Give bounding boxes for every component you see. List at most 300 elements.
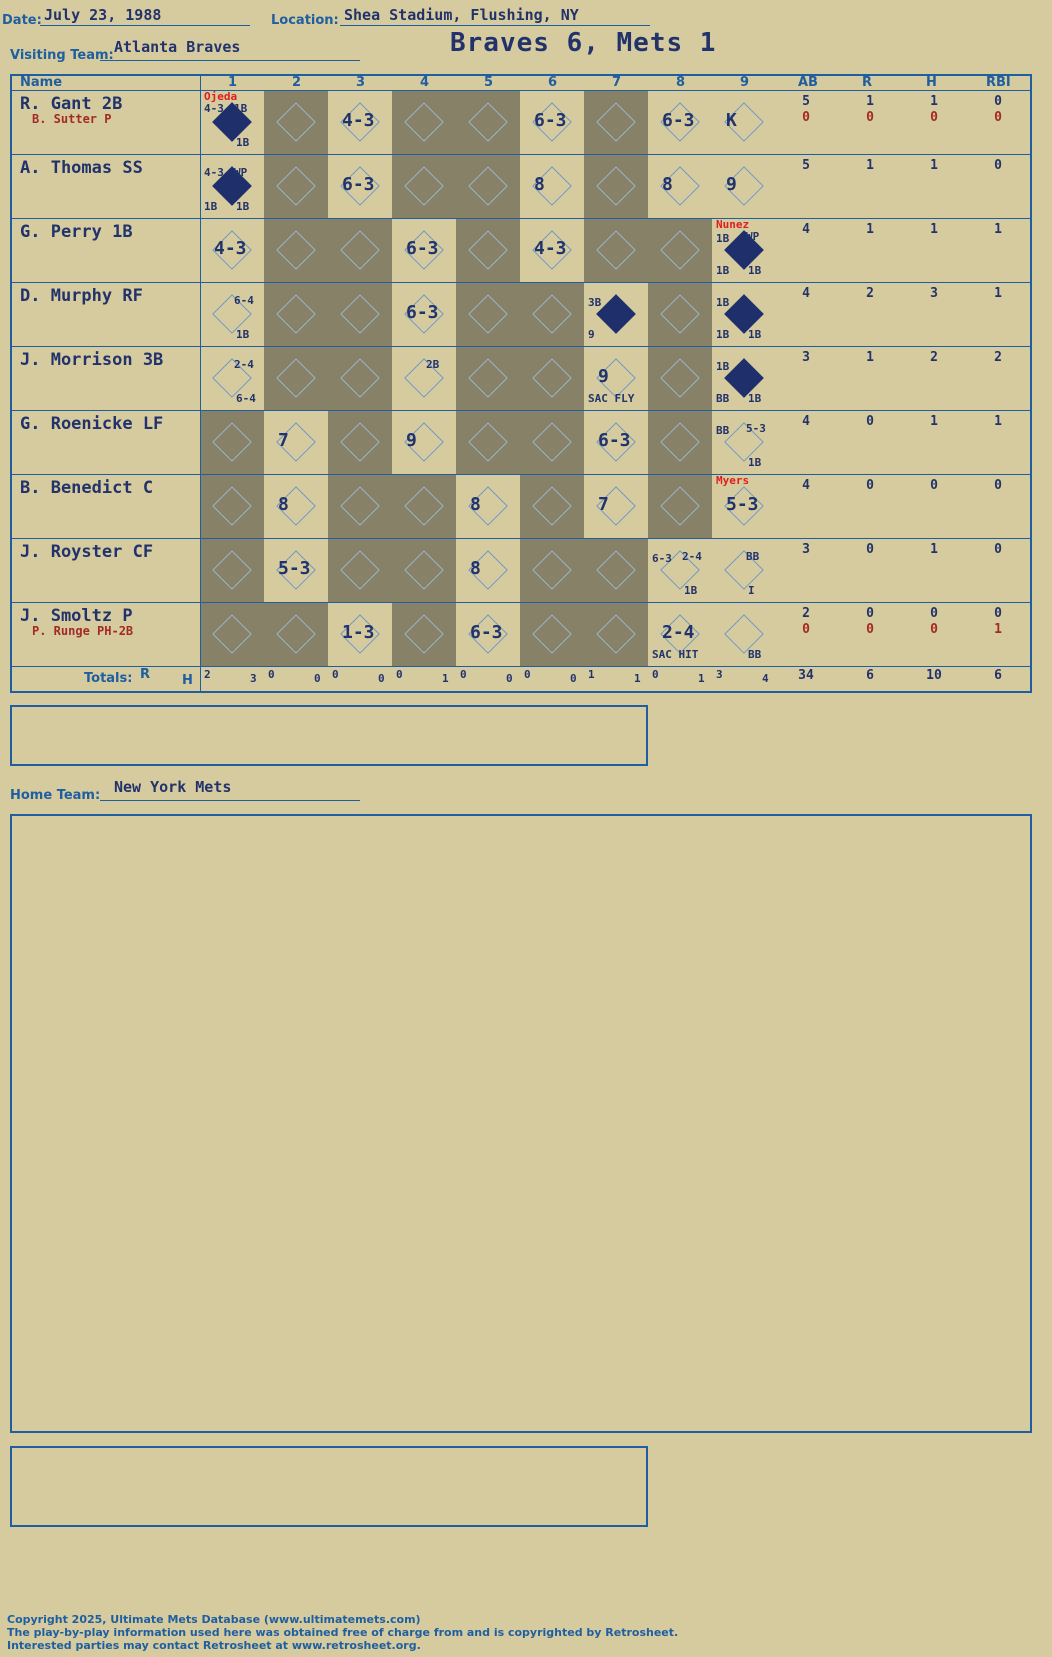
visitors-sub-stat-rbi: 0 bbox=[994, 110, 1002, 125]
visitors-play-cell bbox=[200, 218, 264, 282]
visitors-inning-runs: 0 bbox=[332, 668, 339, 681]
visitors-play-note: 6-4 bbox=[236, 392, 256, 405]
visitors-stat-rbi: 0 bbox=[994, 606, 1002, 621]
inning-header-9: 9 bbox=[740, 75, 750, 90]
visitors-play-cell bbox=[520, 90, 584, 154]
empty-diamond bbox=[660, 422, 700, 462]
visitors-stat-ab: 4 bbox=[802, 286, 810, 301]
empty-diamond bbox=[276, 102, 316, 142]
visitors-play-note: 4-3 bbox=[204, 102, 224, 115]
visitors-play-cell bbox=[648, 282, 712, 346]
visitors-stat-ab: 3 bbox=[802, 350, 810, 365]
visitors-play-cell bbox=[392, 538, 456, 602]
visitors-stat-h: 1 bbox=[930, 94, 938, 109]
visitors-stat-r: 1 bbox=[866, 350, 874, 365]
visitors-play-result: 9 bbox=[726, 174, 737, 195]
visitors-play-note: I bbox=[748, 584, 755, 597]
empty-diamond bbox=[596, 614, 636, 654]
visitors-inning-hits: 4 bbox=[762, 672, 769, 685]
visitors-stat-r: 0 bbox=[866, 542, 874, 557]
visitors-play-result: 8 bbox=[470, 558, 481, 579]
visitors-play-cell bbox=[648, 218, 712, 282]
visitors-stat-h: 1 bbox=[930, 222, 938, 237]
visitors-batter-name: B. Benedict C bbox=[20, 478, 154, 498]
retrosheet-notice: The play-by-play information used here was obtained free of charge from and is copyrighted by Retrosheet. bbox=[7, 1626, 679, 1639]
visitors-play-result: 5-3 bbox=[278, 558, 311, 579]
game-date: July 23, 1988 bbox=[44, 6, 162, 24]
visitors-stat-rbi: 2 bbox=[994, 350, 1002, 365]
visitors-play-note: SAC FLY bbox=[588, 392, 635, 405]
visitors-play-cell bbox=[520, 154, 584, 218]
visitors-play-cell bbox=[328, 90, 392, 154]
visitors-stat-r: 1 bbox=[866, 158, 874, 173]
visitors-play-cell bbox=[712, 282, 776, 346]
visitors-inning-runs: 0 bbox=[396, 668, 403, 681]
visitors-row-divider bbox=[12, 346, 1030, 347]
empty-diamond bbox=[404, 166, 444, 206]
visitors-stat-h: 0 bbox=[930, 478, 938, 493]
empty-diamond bbox=[660, 358, 700, 398]
inning-header-1: 1 bbox=[228, 75, 238, 90]
home-team-label: Home Team: bbox=[10, 788, 101, 803]
visitors-play-result: 2-4 bbox=[662, 622, 695, 643]
empty-diamond bbox=[532, 294, 572, 334]
visitors-inning-hits: 1 bbox=[634, 672, 641, 685]
empty-diamond bbox=[660, 294, 700, 334]
visitors-substitute-name: B. Sutter P bbox=[32, 112, 112, 126]
visitors-play-note: SAC HIT bbox=[652, 648, 699, 661]
visitors-play-note: 1B bbox=[236, 328, 250, 341]
empty-diamond bbox=[340, 486, 380, 526]
base-diamond bbox=[596, 294, 636, 334]
visitors-batter-name: G. Roenicke LF bbox=[20, 414, 164, 434]
hits-label: H bbox=[182, 673, 193, 688]
visitors-stat-rbi: 1 bbox=[994, 286, 1002, 301]
visitors-play-cell bbox=[392, 282, 456, 346]
visitors-play-cell bbox=[392, 410, 456, 474]
empty-diamond bbox=[212, 486, 252, 526]
visitors-batter-name: D. Murphy RF bbox=[20, 286, 143, 306]
visitors-play-cell bbox=[456, 282, 520, 346]
visitors-play-cell bbox=[392, 90, 456, 154]
location-label: Location: bbox=[271, 13, 339, 28]
visitors-play-result: 6-3 bbox=[598, 430, 631, 451]
visitors-play-cell bbox=[200, 474, 264, 538]
visitors-pitching-change: Nunez bbox=[716, 218, 750, 231]
visitors-play-cell bbox=[712, 90, 776, 154]
home-team-name: New York Mets bbox=[114, 778, 232, 796]
visitors-play-result: 9 bbox=[406, 430, 417, 451]
visitors-play-cell bbox=[392, 602, 456, 666]
visitors-play-cell bbox=[520, 602, 584, 666]
visitors-inning-runs: 3 bbox=[716, 668, 723, 681]
visitors-play-cell bbox=[584, 410, 648, 474]
visitors-inning-hits: 0 bbox=[570, 672, 577, 685]
visitors-play-cell bbox=[392, 218, 456, 282]
visitors-play-cell bbox=[584, 218, 648, 282]
empty-diamond bbox=[596, 230, 636, 270]
inning-header-3: 3 bbox=[356, 75, 366, 90]
visitors-pitching-change: Myers bbox=[716, 474, 750, 487]
visitors-play-result: 9 bbox=[598, 366, 609, 387]
empty-diamond bbox=[468, 422, 508, 462]
visitors-pitching-table bbox=[10, 705, 648, 766]
visitors-row-divider bbox=[12, 474, 1030, 475]
empty-diamond bbox=[468, 358, 508, 398]
visitors-play-cell bbox=[712, 218, 776, 282]
inning-header-2: 2 bbox=[292, 75, 302, 90]
visitors-total-ab: 34 bbox=[798, 668, 814, 683]
visitors-play-note: 2B bbox=[426, 358, 440, 371]
visitors-play-cell bbox=[648, 538, 712, 602]
visitors-stat-r: 2 bbox=[866, 286, 874, 301]
visitors-play-cell bbox=[648, 346, 712, 410]
empty-diamond bbox=[532, 358, 572, 398]
visitors-play-cell bbox=[264, 474, 328, 538]
empty-diamond bbox=[276, 166, 316, 206]
visitors-play-note: 1B bbox=[748, 456, 762, 469]
empty-diamond bbox=[468, 166, 508, 206]
visitors-play-cell bbox=[200, 90, 264, 154]
visitors-play-cell bbox=[200, 282, 264, 346]
visitors-play-note: 1B bbox=[716, 328, 730, 341]
empty-diamond bbox=[340, 294, 380, 334]
visitors-play-note: 1B bbox=[716, 264, 730, 277]
visitors-inning-runs: 2 bbox=[204, 668, 211, 681]
visitors-header-divider bbox=[12, 90, 1030, 91]
visitors-play-cell bbox=[584, 474, 648, 538]
visitors-play-result: 4-3 bbox=[214, 238, 247, 259]
visitors-batter-name: R. Gant 2B bbox=[20, 94, 123, 114]
empty-diamond bbox=[276, 230, 316, 270]
visitors-play-note: 6-3 bbox=[652, 552, 672, 565]
empty-diamond bbox=[660, 230, 700, 270]
empty-diamond bbox=[276, 358, 316, 398]
visitors-play-cell bbox=[648, 602, 712, 666]
visitors-play-cell bbox=[328, 538, 392, 602]
visitors-play-cell bbox=[648, 410, 712, 474]
visitors-play-cell bbox=[264, 90, 328, 154]
visitors-stat-rbi: 0 bbox=[994, 94, 1002, 109]
visitors-play-note: WP bbox=[234, 166, 248, 179]
visitors-play-note: 1B bbox=[236, 200, 250, 213]
visitors-inning-runs: 0 bbox=[268, 668, 275, 681]
visitors-sub-stat-ab: 0 bbox=[802, 110, 810, 125]
visitors-play-note: 1B bbox=[204, 200, 218, 213]
visitors-total-h: 10 bbox=[926, 668, 942, 683]
visitors-stat-h: 1 bbox=[930, 414, 938, 429]
visitors-inning-hits: 3 bbox=[250, 672, 257, 685]
empty-diamond bbox=[468, 102, 508, 142]
visitors-row-divider bbox=[12, 538, 1030, 539]
visitors-play-cell bbox=[200, 346, 264, 410]
visitors-stat-rbi: 0 bbox=[994, 542, 1002, 557]
visitors-play-cell bbox=[584, 602, 648, 666]
visitors-sub-stat-h: 0 bbox=[930, 622, 938, 637]
visitors-play-cell bbox=[520, 410, 584, 474]
empty-diamond bbox=[404, 486, 444, 526]
visitors-stat-ab: 5 bbox=[802, 158, 810, 173]
visitors-play-cell bbox=[392, 474, 456, 538]
visitors-play-cell bbox=[456, 90, 520, 154]
game-location: Shea Stadium, Flushing, NY bbox=[344, 6, 579, 24]
visitors-play-result: 8 bbox=[662, 174, 673, 195]
visitors-sub-stat-ab: 0 bbox=[802, 622, 810, 637]
visitors-play-cell bbox=[456, 154, 520, 218]
inning-header-6: 6 bbox=[548, 75, 558, 90]
visitors-play-note: BB bbox=[716, 392, 730, 405]
visitors-play-cell bbox=[200, 538, 264, 602]
visitors-play-result: 6-3 bbox=[342, 174, 375, 195]
visitors-play-note: 5-3 bbox=[746, 422, 766, 435]
visitors-inning-hits: 1 bbox=[442, 672, 449, 685]
visitors-play-note: 1B bbox=[236, 136, 250, 149]
visitors-stat-h: 2 bbox=[930, 350, 938, 365]
visitors-play-note: BB bbox=[746, 550, 760, 563]
visitors-play-cell bbox=[584, 538, 648, 602]
visitors-play-cell bbox=[264, 154, 328, 218]
visitors-play-result: 7 bbox=[598, 494, 609, 515]
visitors-row-divider bbox=[12, 282, 1030, 283]
empty-diamond bbox=[340, 422, 380, 462]
visitors-sub-stat-r: 0 bbox=[866, 110, 874, 125]
visitors-stat-r: 1 bbox=[866, 222, 874, 237]
home-scorecard bbox=[10, 814, 1032, 1433]
visitors-play-note: 1B bbox=[716, 232, 730, 245]
visitors-play-note: 1B bbox=[748, 264, 762, 277]
visitors-total-r: 6 bbox=[866, 668, 874, 683]
visitors-inning-hits: 0 bbox=[314, 672, 321, 685]
visitors-play-cell bbox=[520, 538, 584, 602]
visitors-stat-h: 1 bbox=[930, 158, 938, 173]
visitors-batter-name: A. Thomas SS bbox=[20, 158, 143, 178]
visitors-play-cell bbox=[264, 346, 328, 410]
visitors-play-cell bbox=[456, 474, 520, 538]
visitors-play-cell bbox=[328, 410, 392, 474]
visitors-play-cell bbox=[456, 602, 520, 666]
visitors-play-cell bbox=[456, 538, 520, 602]
visitors-play-cell bbox=[200, 410, 264, 474]
visitors-inning-hits: 0 bbox=[506, 672, 513, 685]
empty-diamond bbox=[404, 614, 444, 654]
stat-header-rbi: RBI bbox=[986, 75, 1011, 90]
visitors-play-cell bbox=[200, 154, 264, 218]
stat-header-r: R bbox=[862, 75, 873, 90]
empty-diamond bbox=[276, 294, 316, 334]
visitors-play-cell bbox=[328, 282, 392, 346]
home-pitching-table bbox=[10, 1446, 648, 1527]
empty-diamond bbox=[340, 550, 380, 590]
retrosheet-contact: Interested parties may contact Retrosheet at www.retrosheet.org. bbox=[7, 1639, 421, 1652]
visitors-play-note: 1B bbox=[748, 392, 762, 405]
visitors-stat-ab: 4 bbox=[802, 478, 810, 493]
visitors-play-result: 6-3 bbox=[406, 302, 439, 323]
empty-diamond bbox=[212, 550, 252, 590]
visitors-play-cell bbox=[264, 602, 328, 666]
visitors-row-divider bbox=[12, 154, 1030, 155]
visitors-play-note: 2-4 bbox=[234, 358, 254, 371]
inning-header-4: 4 bbox=[420, 75, 430, 90]
visitors-play-cell bbox=[712, 346, 776, 410]
visitors-stat-ab: 2 bbox=[802, 606, 810, 621]
visitors-stat-h: 3 bbox=[930, 286, 938, 301]
visitors-play-cell bbox=[520, 346, 584, 410]
visitors-play-cell bbox=[328, 602, 392, 666]
visitors-sub-stat-h: 0 bbox=[930, 110, 938, 125]
visitors-play-note: 1B bbox=[716, 360, 730, 373]
visitors-play-cell bbox=[520, 282, 584, 346]
visitors-batter-name: G. Perry 1B bbox=[20, 222, 133, 242]
visitors-play-cell bbox=[328, 218, 392, 282]
visitors-stat-ab: 4 bbox=[802, 222, 810, 237]
name-column-header: Name bbox=[20, 75, 63, 90]
empty-diamond bbox=[532, 486, 572, 526]
empty-diamond bbox=[404, 102, 444, 142]
visitors-stat-r: 1 bbox=[866, 94, 874, 109]
visitors-stat-rbi: 1 bbox=[994, 414, 1002, 429]
date-label: Date: bbox=[2, 13, 42, 28]
visitors-play-note: 3B bbox=[588, 296, 602, 309]
visitors-play-result: 6-3 bbox=[406, 238, 439, 259]
visitors-play-note: 1B bbox=[684, 584, 698, 597]
empty-diamond bbox=[468, 294, 508, 334]
visitors-sub-stat-rbi: 1 bbox=[994, 622, 1002, 637]
visitors-row-divider bbox=[12, 410, 1030, 411]
visitors-play-cell bbox=[520, 474, 584, 538]
visitors-play-note: BB bbox=[748, 648, 762, 661]
empty-diamond bbox=[660, 486, 700, 526]
visitors-play-cell bbox=[392, 154, 456, 218]
visitors-play-cell bbox=[264, 282, 328, 346]
visitors-play-result: 1-3 bbox=[342, 622, 375, 643]
empty-diamond bbox=[340, 230, 380, 270]
visitors-play-note: 4-3 bbox=[204, 166, 224, 179]
runs-label: R bbox=[140, 667, 151, 682]
visitors-sub-stat-r: 0 bbox=[866, 622, 874, 637]
visitors-play-cell bbox=[328, 154, 392, 218]
totals-label: Totals: bbox=[84, 671, 133, 686]
visitors-play-cell bbox=[456, 346, 520, 410]
empty-diamond bbox=[276, 614, 316, 654]
visitors-play-note: 1B bbox=[748, 328, 762, 341]
visitors-play-result: 6-3 bbox=[662, 110, 695, 131]
visitors-totals-divider bbox=[12, 666, 1030, 667]
visitors-row-divider bbox=[12, 218, 1030, 219]
visitors-batter-name: J. Royster CF bbox=[20, 542, 154, 562]
visitors-play-cell bbox=[584, 90, 648, 154]
visitors-inning-runs: 0 bbox=[524, 668, 531, 681]
visitors-play-cell bbox=[712, 410, 776, 474]
visitors-play-cell bbox=[328, 346, 392, 410]
visitors-play-cell bbox=[392, 346, 456, 410]
empty-diamond bbox=[596, 550, 636, 590]
empty-diamond bbox=[596, 166, 636, 206]
visitors-play-note: WP bbox=[746, 230, 760, 243]
visitors-stat-r: 0 bbox=[866, 478, 874, 493]
visitors-play-cell bbox=[648, 90, 712, 154]
empty-diamond bbox=[596, 102, 636, 142]
visitors-total-rbi: 6 bbox=[994, 668, 1002, 683]
copyright-line: Copyright 2025, Ultimate Mets Database (www.ultimatemets.com) bbox=[7, 1613, 421, 1626]
visitors-play-cell bbox=[648, 154, 712, 218]
visitors-play-cell bbox=[264, 538, 328, 602]
visitors-stat-rbi: 0 bbox=[994, 478, 1002, 493]
visitors-inning-runs: 0 bbox=[652, 668, 659, 681]
visitors-play-cell bbox=[584, 154, 648, 218]
visitors-play-cell bbox=[584, 282, 648, 346]
visitors-play-note: 9 bbox=[588, 328, 595, 341]
visitors-play-cell bbox=[712, 154, 776, 218]
visitors-inning-runs: 0 bbox=[460, 668, 467, 681]
visitors-play-cell bbox=[328, 474, 392, 538]
inning-header-8: 8 bbox=[676, 75, 686, 90]
empty-diamond bbox=[468, 230, 508, 270]
visitors-row-divider bbox=[12, 602, 1030, 603]
visitors-stat-rbi: 0 bbox=[994, 158, 1002, 173]
visitors-stat-ab: 5 bbox=[802, 94, 810, 109]
visitors-inning-runs: 1 bbox=[588, 668, 595, 681]
visitors-play-cell bbox=[712, 474, 776, 538]
visitors-play-cell bbox=[456, 410, 520, 474]
visitors-play-note: BB bbox=[716, 424, 730, 437]
empty-diamond bbox=[532, 550, 572, 590]
visitors-play-result: 4-3 bbox=[534, 238, 567, 259]
visitors-play-result: 8 bbox=[278, 494, 289, 515]
visitors-stat-r: 0 bbox=[866, 606, 874, 621]
visitors-play-cell bbox=[264, 410, 328, 474]
visitors-play-cell bbox=[712, 538, 776, 602]
visitors-play-cell bbox=[584, 346, 648, 410]
inning-header-7: 7 bbox=[612, 75, 622, 90]
stat-header-h: H bbox=[926, 75, 937, 90]
visitors-pitching-change: Ojeda bbox=[204, 90, 238, 103]
visitors-play-result: K bbox=[726, 110, 737, 131]
visitors-batter-name: J. Morrison 3B bbox=[20, 350, 164, 370]
visitors-batter-name: J. Smoltz P bbox=[20, 606, 133, 626]
visitors-play-result: 6-3 bbox=[534, 110, 567, 131]
visitors-play-result: 4-3 bbox=[342, 110, 375, 131]
visitors-play-result: 7 bbox=[278, 430, 289, 451]
empty-diamond bbox=[212, 614, 252, 654]
empty-diamond bbox=[212, 422, 252, 462]
visitors-play-cell bbox=[520, 218, 584, 282]
visitors-stat-rbi: 1 bbox=[994, 222, 1002, 237]
visitors-play-result: 5-3 bbox=[726, 494, 759, 515]
empty-diamond bbox=[404, 550, 444, 590]
visitors-play-note: 6-4 bbox=[234, 294, 254, 307]
visitors-inning-hits: 1 bbox=[698, 672, 705, 685]
inning-header-5: 5 bbox=[484, 75, 494, 90]
visitors-stat-ab: 3 bbox=[802, 542, 810, 557]
visitors-play-result: 6-3 bbox=[470, 622, 503, 643]
visiting-team-name: Atlanta Braves bbox=[114, 38, 241, 56]
visitors-play-cell bbox=[648, 474, 712, 538]
visitors-substitute-name: P. Runge PH-2B bbox=[32, 624, 134, 638]
visitors-play-note: 1B bbox=[234, 102, 248, 115]
visiting-team-label: Visiting Team: bbox=[10, 48, 114, 63]
visitors-play-cell bbox=[264, 218, 328, 282]
visitors-play-result: 8 bbox=[534, 174, 545, 195]
visitors-play-cell bbox=[200, 602, 264, 666]
empty-diamond bbox=[532, 422, 572, 462]
visitors-stat-r: 0 bbox=[866, 414, 874, 429]
visitors-stat-h: 0 bbox=[930, 606, 938, 621]
visitors-play-note: 1B bbox=[716, 296, 730, 309]
visitors-play-result: 8 bbox=[470, 494, 481, 515]
visitors-stat-ab: 4 bbox=[802, 414, 810, 429]
visitors-play-cell bbox=[456, 218, 520, 282]
visitors-play-note: 2-4 bbox=[682, 550, 702, 563]
